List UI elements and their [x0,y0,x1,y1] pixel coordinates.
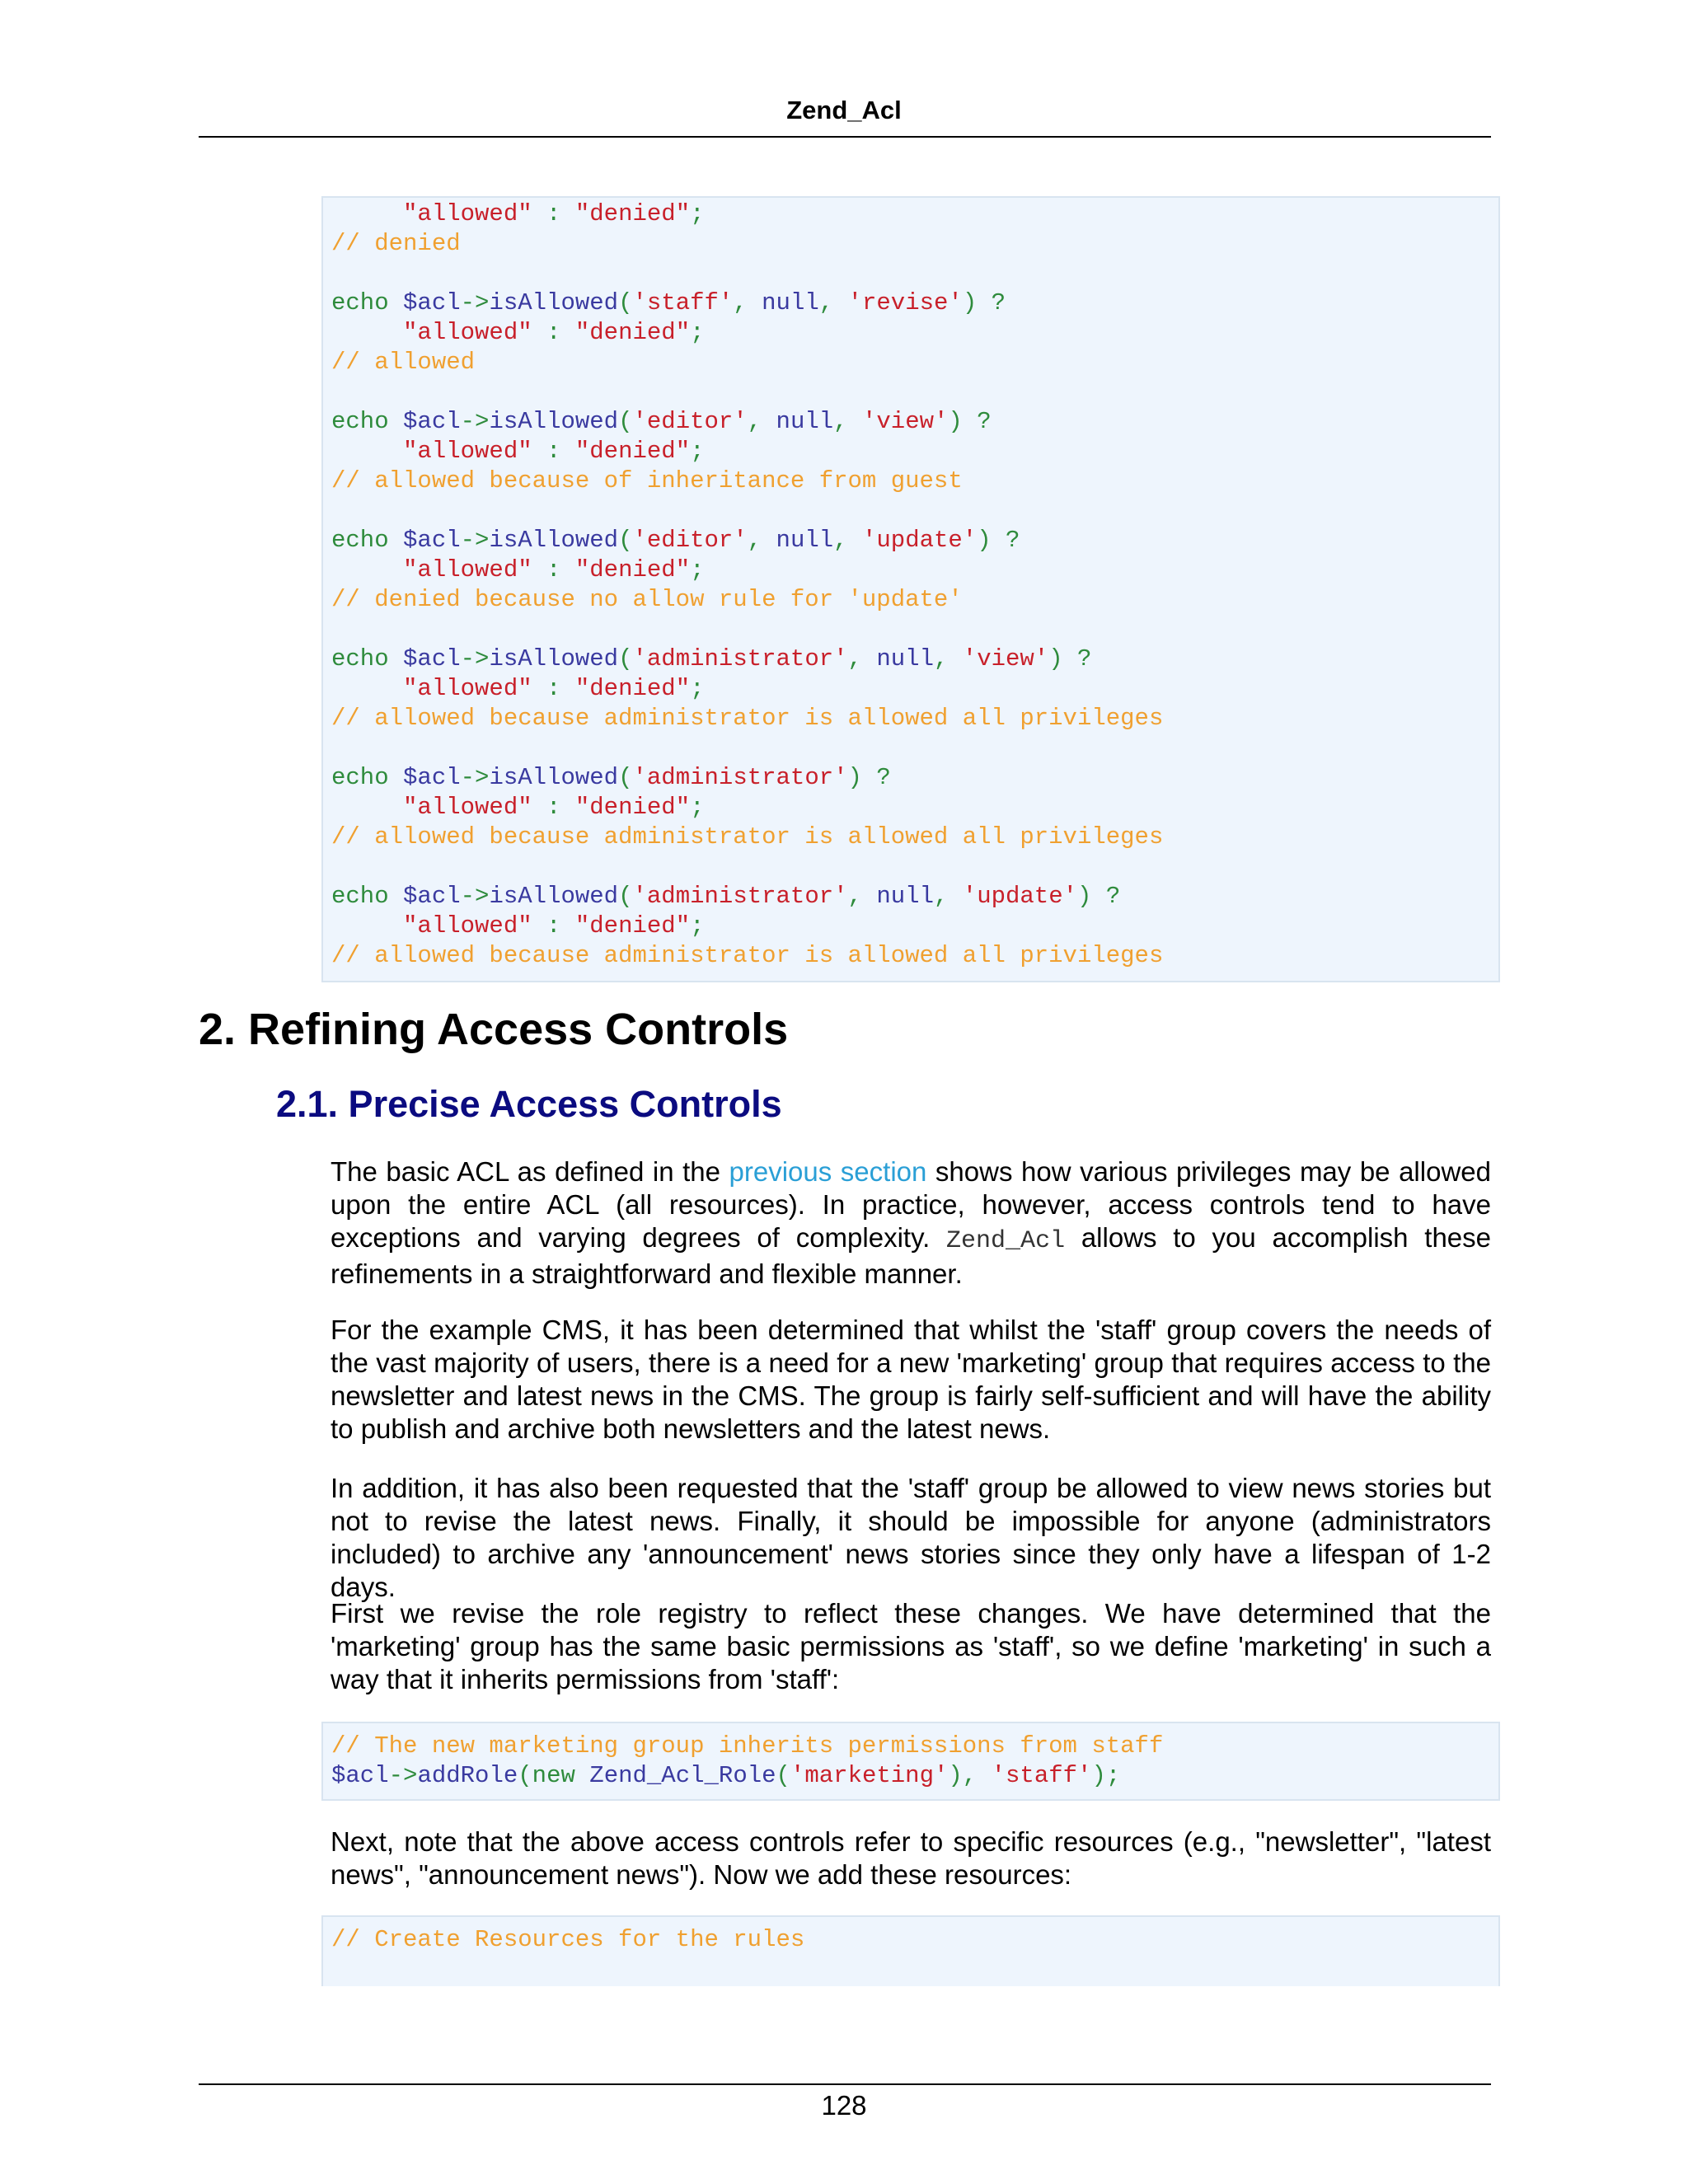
code-line [331,318,1498,348]
code-token: : [532,794,575,821]
code-line [331,882,1498,912]
code-line [331,437,1498,466]
paragraph-role-registry: First we revise the role registry to reflect these changes. We have determined that the 'marketing' group has the same basic permissions as 'staff', so we define 'marketing' in such a way that it inherits permissions from 'staff': [331,1598,1491,1694]
footer-rule [199,2083,1491,2085]
code-token: echo [331,883,404,910]
code-line [331,377,1498,407]
code-token: -> [388,1762,418,1789]
code-token: "denied" [574,200,691,227]
code-line [331,407,1498,437]
paragraph-intro-text-1: The basic ACL as defined in the [331,1156,729,1187]
code-line [331,348,1498,377]
code-token: ), [948,1762,992,1789]
code-token: null [776,527,834,554]
code-token: echo [331,408,404,435]
code-token: // allowed because administrator is allowed all privileges [331,823,1164,851]
paragraph-staff-restrictions: In addition, it has also been requested that the 'staff' group be allowed to view news stories but not to revise the latest news. Finally, it should be impossible for anyone (administrators included) to archive any 'announcement' news stories since they only have a lifespan of 1-2 days. [331,1473,1491,1602]
code-token: -> [460,764,490,791]
code-token: ; [690,438,705,465]
code-line [331,763,1498,793]
code-line [331,496,1498,526]
subsection-heading: 2.1. Precise Access Controls [276,1083,782,1125]
code-block-acl-checks [321,196,1500,982]
code-line [331,912,1498,941]
code-token: 'view' [861,408,949,435]
code-token: ( [618,527,633,554]
section-heading: 2. Refining Access Controls [199,1005,789,1054]
code-token [331,438,403,465]
code-token: "allowed" [403,438,532,465]
code-token: ) ? [948,408,992,435]
code-token: , [833,408,862,435]
code-token: $acl [403,527,461,554]
code-token: // allowed because administrator is allowed all privileges [331,942,1164,969]
page-header-title: Zend_Acl [786,96,902,124]
code-token: "allowed" [403,912,532,940]
code-token: ; [690,794,705,821]
code-token: , [933,883,963,910]
code-token: : [532,556,575,583]
paragraph-intro [331,1155,1491,1291]
code-token: ; [690,675,705,702]
code-token: : [532,200,575,227]
code-token: // Create Resources for the rules [331,1926,805,1953]
code-token: ( [618,764,633,791]
code-line [331,585,1498,615]
code-token: -> [460,527,490,554]
code-token: ; [690,912,705,940]
code-token: echo [331,764,404,791]
code-token: , [747,408,776,435]
code-token: ; [690,319,705,346]
code-token: 'view' [962,645,1049,673]
code-token [331,319,403,346]
code-token: "allowed" [403,200,532,227]
code-token [331,794,403,821]
code-token: isAllowed [489,527,619,554]
code-token: ( [618,289,633,316]
code-line [331,288,1498,318]
code-line [331,1761,1498,1791]
code-token: ; [690,556,705,583]
page-number: 128 [821,2090,867,2121]
code-token: isAllowed [489,645,619,673]
code-token: isAllowed [489,408,619,435]
code-line [331,1955,1498,1985]
code-line [331,941,1498,971]
code-token: "denied" [574,556,691,583]
code-token: isAllowed [489,289,619,316]
code-token: // allowed because of inheritance from guest [331,467,963,494]
code-token: , [733,289,762,316]
code-token: 'administrator' [632,883,848,910]
code-token: , [847,645,877,673]
code-token: 'editor' [632,408,748,435]
code-token: 'revise' [847,289,963,316]
code-token: "allowed" [403,675,532,702]
code-token: isAllowed [489,764,619,791]
code-token: echo [331,645,404,673]
code-token: // allowed because administrator is allowed all privileges [331,705,1164,732]
code-token: ) ? [847,764,891,791]
code-token: null [876,883,934,910]
code-token: ( [618,883,633,910]
code-token: 'update' [861,527,978,554]
code-token: $acl [403,645,461,673]
code-line [331,644,1498,674]
code-token: 'staff' [632,289,734,316]
code-block-create-resources [321,1915,1500,1986]
code-token: echo [331,527,404,554]
code-token: // denied [331,230,461,257]
code-token: , [847,883,877,910]
code-token: ) ? [977,527,1020,554]
code-line [331,615,1498,644]
code-token: "allowed" [403,319,532,346]
code-line [331,1732,1498,1761]
inline-code-zend-acl: Zend_Acl [946,1227,1066,1255]
code-token: : [532,438,575,465]
code-line [331,1925,1498,1955]
code-line [331,526,1498,555]
code-token: "denied" [574,794,691,821]
code-token: // denied because no allow rule for 'update' [331,586,963,613]
code-token: ) ? [1048,645,1092,673]
code-token: -> [460,645,490,673]
code-token: "allowed" [403,794,532,821]
code-token: ( [618,408,633,435]
code-token: ; [690,200,705,227]
code-line [331,555,1498,585]
code-token: "denied" [574,912,691,940]
code-token: -> [460,408,490,435]
paragraph-intro-text-2: shows how various privileges may be allowed upon the entire ACL (all resources). In practice, however, access controls tend to have exceptions and varying degrees of complexity. [331,1156,1491,1253]
code-token: : [532,912,575,940]
paragraph-resources: Next, note that the above access controls refer to specific resources (e.g., "newsletter", "latest news", "announcement news"). Now we add these resources: [331,1826,1491,1890]
code-token: $acl [403,289,461,316]
code-token: "denied" [574,438,691,465]
code-token: : [532,675,575,702]
code-token: "allowed" [403,556,532,583]
code-line [331,704,1498,733]
code-token: ( [776,1762,790,1789]
code-token: , [747,527,776,554]
code-token: null [762,289,819,316]
code-token: , [933,645,963,673]
code-token: 'staff' [991,1762,1092,1789]
code-token: null [876,645,934,673]
code-token [331,556,403,583]
code-token: , [833,527,862,554]
code-token: "denied" [574,319,691,346]
code-block-add-role [321,1722,1500,1801]
paragraph-marketing-group: For the example CMS, it has been determined that whilst the 'staff' group covers the needs of the vast majority of users, there is a need for a new 'marketing' group that requires access to the newsletter and latest news in the CMS. The group is fairly self-sufficient and will have the ability to publish and archive both newsletters and the latest news. [331,1315,1491,1444]
code-token: echo [331,289,404,316]
code-token: ( [618,645,633,673]
code-line [331,199,1498,229]
code-token: 'editor' [632,527,748,554]
code-token: 'administrator' [632,645,848,673]
code-line [331,259,1498,288]
code-token: 'marketing' [790,1762,949,1789]
code-token: "denied" [574,675,691,702]
code-token: null [776,408,834,435]
code-token: : [532,319,575,346]
code-line [331,823,1498,852]
previous-section-link[interactable]: previous section [729,1156,927,1187]
code-token: $acl [403,408,461,435]
code-token: ( [518,1762,532,1789]
code-token: ) ? [962,289,1006,316]
code-token: new [532,1762,590,1789]
header-rule [199,136,1491,138]
code-token: ) ? [1077,883,1121,910]
code-token: $acl [403,883,461,910]
code-token: isAllowed [489,883,619,910]
code-line [331,852,1498,882]
code-line [331,674,1498,704]
code-token: $acl [403,764,461,791]
paragraph-intro-text-3: allows to you accomplish these refinements in a straightforward and flexible manner. [331,1222,1492,1289]
code-line [331,793,1498,823]
code-line [331,466,1498,496]
code-token: , [818,289,848,316]
code-token: 'update' [962,883,1078,910]
code-token: 'administrator' [632,764,848,791]
code-token: -> [460,883,490,910]
code-line [331,229,1498,259]
code-line [331,733,1498,763]
code-token: addRole [417,1762,518,1789]
code-token: // allowed [331,349,476,376]
code-token [331,675,403,702]
code-token: Zend_Acl_Role [589,1762,776,1789]
code-token: -> [460,289,490,316]
code-token: // The new marketing group inherits permissions from staff [331,1732,1164,1760]
code-token: ); [1091,1762,1121,1789]
code-token: $acl [331,1762,389,1789]
code-token [331,200,403,227]
code-token [331,912,403,940]
